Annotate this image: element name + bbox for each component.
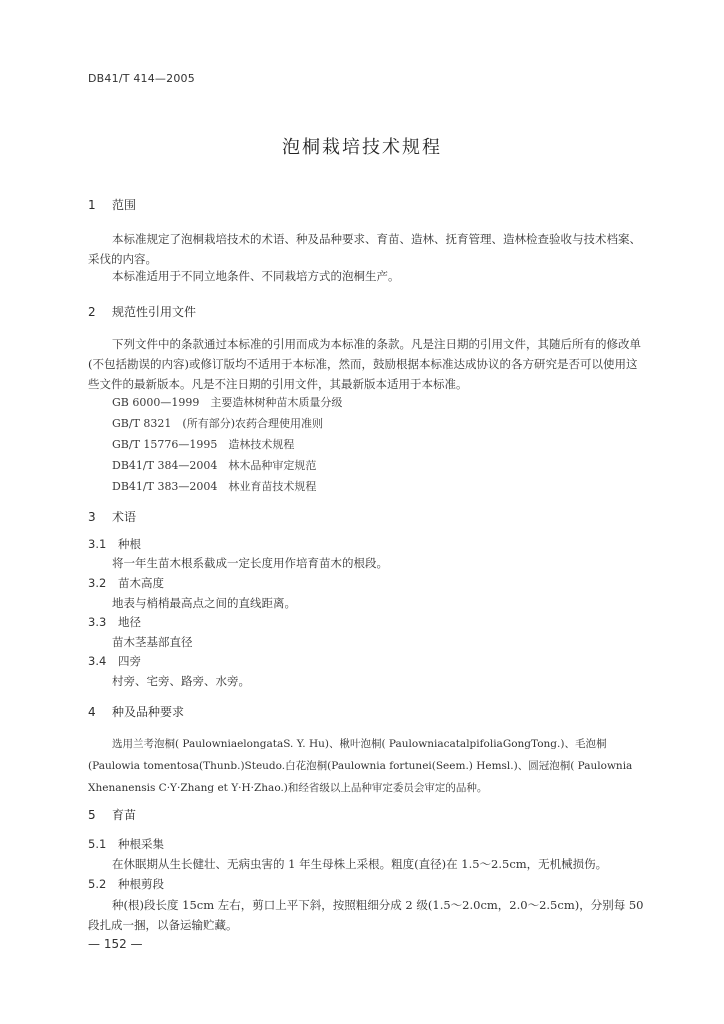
standard-code: DB41/T 414—2005 [88, 72, 195, 85]
section-title: 规范性引用文件 [112, 305, 197, 319]
page-number: — 152 — [88, 937, 143, 951]
section-number: 1 [88, 198, 96, 212]
term-definition: 苗木茎基部直径 [112, 635, 193, 649]
document-title: 泡桐栽培技术规程 [282, 137, 442, 158]
term-number: 3.1 [88, 537, 107, 551]
paragraph: 本标准适用于不同立地条件、不同栽培方式的泡桐生产。 [112, 269, 400, 283]
section-heading-5 [88, 806, 136, 823]
term-name: 种根采集 [118, 837, 164, 851]
section-title: 育苗 [112, 808, 137, 822]
section-title: 范围 [112, 198, 137, 212]
term-name: 苗木高度 [118, 576, 164, 590]
term-definition: 在休眠期从生长健壮、无病虫害的 1 年生母株上采根。粗度(直径)在 1.5～2.5cm，无机械损伤。 [112, 857, 608, 871]
term-heading [88, 614, 141, 630]
paragraph: 下列文件中的条款通过本标准的引用而成为本标准的条款。凡是注日期的引用文件，其随后所有的修改单(不包括勘误的内容)或修订版均不适用于本标准，然而，鼓励根据本标准达成协议的各方研究是否可以使用这些文件的最新版本。凡是不注日期的引用文件，其最新版本适用于本标准。 [88, 337, 641, 391]
term-number: 3.3 [88, 615, 107, 629]
term-heading [88, 876, 164, 892]
term-definition: 地表与梢梢最高点之间的直线距离。 [112, 596, 296, 610]
term-definition: 村旁、宅旁、路旁、水旁。 [112, 674, 250, 688]
term-definition: 将一年生苗木根系截成一定长度用作培育苗木的根段。 [112, 556, 388, 570]
section-heading-2 [88, 303, 196, 320]
reference-item: GB 6000—1999 主要造林树种苗木质量分级 [112, 396, 343, 409]
section-heading-3 [88, 508, 136, 525]
term-name: 种根剪段 [118, 877, 164, 891]
term-heading [88, 536, 141, 552]
section-title: 种及品种要求 [112, 705, 185, 719]
paragraph: 选用兰考泡桐( PaulowniaelongataS. Y. Hu)、楸叶泡桐( PaulowniacatalpifoliaGongTong.)、毛泡桐(Paulowia tomentosa(Thunb.)Steudo.白花泡桐(Paulownia fortunei(Seem.) Hemsl.)、圆冠泡桐( Paulownia Xhenanensis C·Y·Zhang et Y·H·Zhao.)和经省级以上品种审定委员会审定的品种。 [88, 738, 633, 794]
section-title: 术语 [112, 510, 137, 524]
reference-item: GB/T 15776—1995 造林技术规程 [112, 438, 295, 451]
section-heading-1 [88, 196, 136, 213]
term-number: 3.4 [88, 654, 107, 668]
reference-item: DB41/T 383—2004 林业育苗技术规程 [112, 480, 317, 493]
section-number: 3 [88, 510, 96, 524]
section-number: 5 [88, 808, 96, 822]
term-heading [88, 836, 164, 852]
term-name: 地径 [118, 615, 141, 629]
term-name: 种根 [118, 537, 141, 551]
section-number: 4 [88, 705, 96, 719]
reference-item: GB/T 8321 (所有部分)农药合理使用准则 [112, 417, 323, 430]
term-number: 5.2 [88, 877, 107, 891]
section-number: 2 [88, 305, 96, 319]
paragraph: 种(根)段长度 15cm 左右，剪口上平下斜，按照粗细分成 2 级(1.5～2.0cm，2.0～2.5cm)，分别每 50 段扎成一捆，以备运输贮藏。 [88, 898, 644, 932]
term-number: 5.1 [88, 837, 107, 851]
term-name: 四旁 [118, 654, 141, 668]
term-heading [88, 575, 164, 591]
paragraph: 本标准规定了泡桐栽培技术的术语、种及品种要求、育苗、造林、抚育管理、造林检查验收与技术档案、采伐的内容。 [88, 232, 641, 266]
reference-item: DB41/T 384—2004 林木品种审定规范 [112, 459, 317, 472]
term-heading [88, 653, 141, 669]
term-number: 3.2 [88, 576, 107, 590]
section-heading-4 [88, 703, 184, 720]
